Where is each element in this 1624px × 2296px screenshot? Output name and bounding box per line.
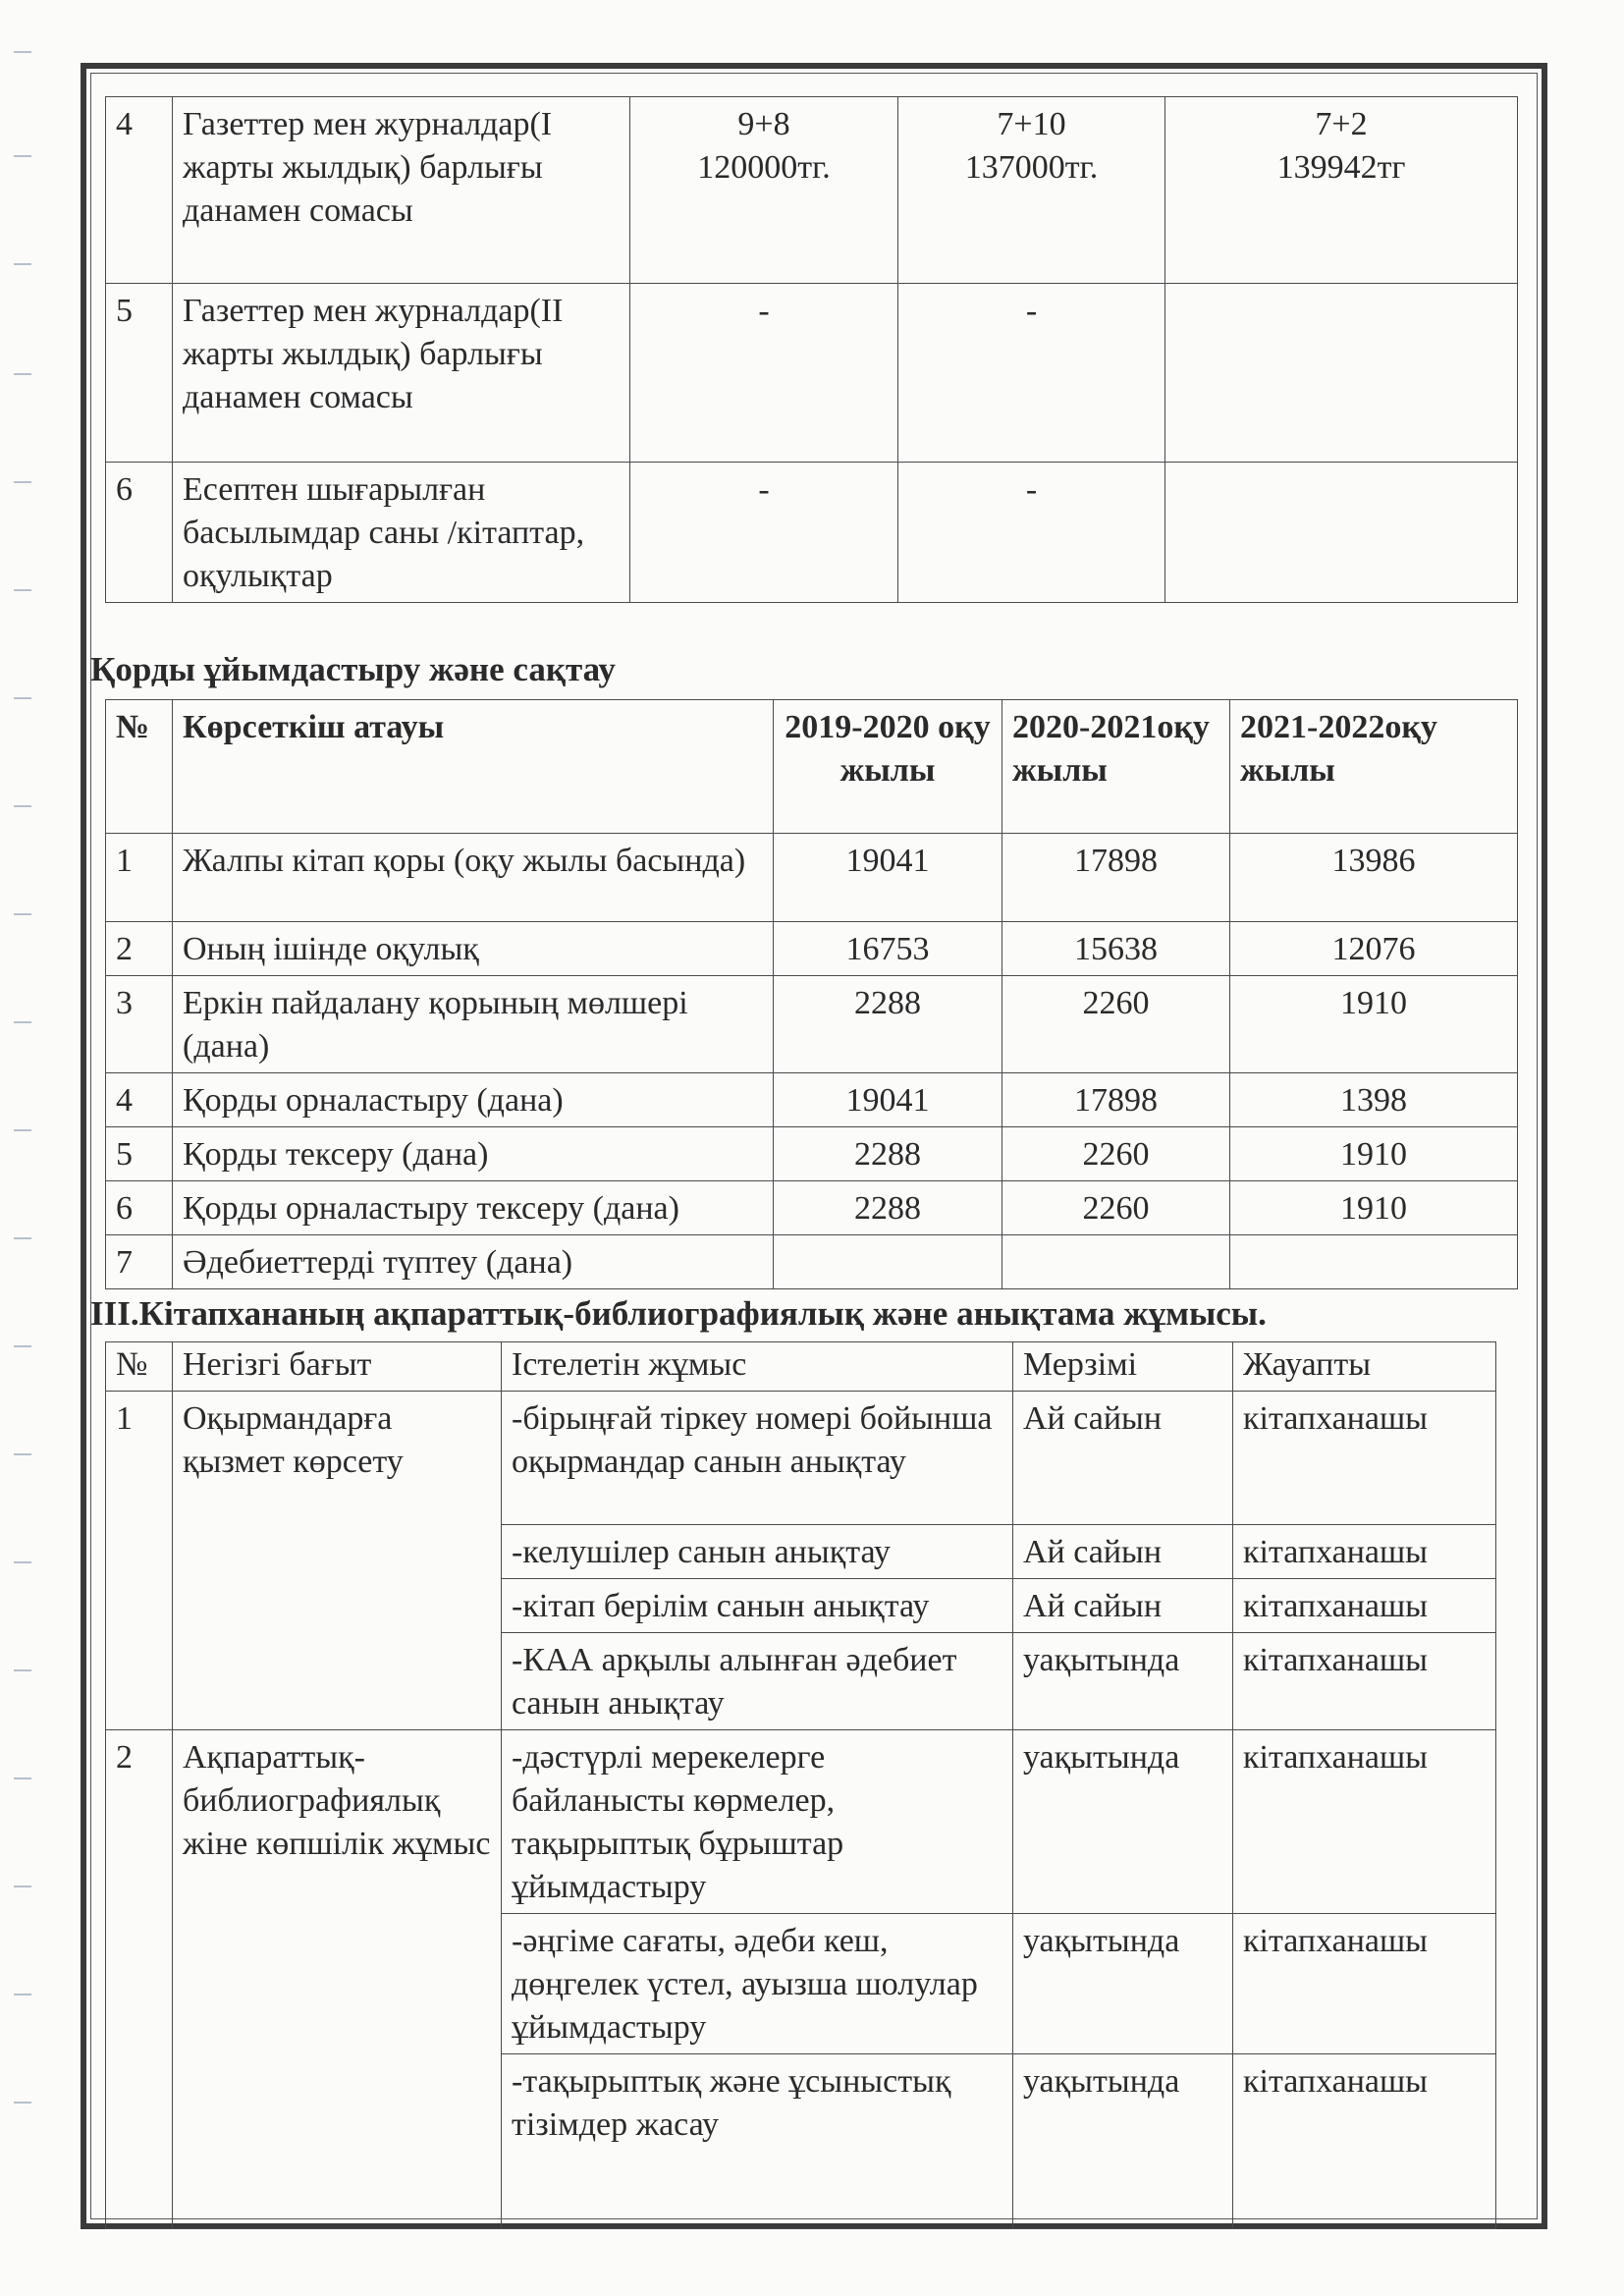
value-2021-2022: 1910 bbox=[1230, 976, 1518, 1073]
work-item: -келушілер санын анықтау bbox=[502, 1525, 1013, 1579]
responsible-value: кітапханашы bbox=[1233, 1579, 1496, 1633]
value-2021-2022 bbox=[1165, 284, 1518, 463]
work-item: -тақырыптық және ұсыныстық тізімдер жасау bbox=[502, 2054, 1013, 2229]
section-heading-bibliography: ІІІ.Кітапхананың ақпараттық-библиографиялық және анықтама жұмысы. bbox=[90, 1294, 1267, 1333]
row-number: 1 bbox=[106, 834, 173, 922]
row-number: 7 bbox=[106, 1235, 173, 1289]
periodicals-table bbox=[105, 96, 1518, 603]
value-2021-2022: 7+2 139942тг bbox=[1165, 97, 1518, 284]
col-header-2021-2022: 2021-2022оқу жылы bbox=[1230, 700, 1518, 834]
table-row bbox=[106, 922, 1518, 976]
indicator-name: Әдебиеттерді түптеу (дана) bbox=[173, 1235, 774, 1289]
value-2021-2022: 1910 bbox=[1230, 1127, 1518, 1181]
table-header-row bbox=[106, 700, 1518, 834]
row-number: 4 bbox=[106, 1073, 173, 1127]
value-2020-2021: 2260 bbox=[1002, 1181, 1230, 1235]
indicator-name: Газеттер мен журналдар(І жарты жылдық) барлығы данамен сомасы bbox=[173, 97, 630, 284]
value-2019-2020: - bbox=[630, 463, 898, 603]
work-item: -бірыңғай тіркеу номері бойынша оқырмандар санын анықтау bbox=[502, 1392, 1013, 1525]
value-2020-2021: 15638 bbox=[1002, 922, 1230, 976]
indicator-name: Жалпы кітап қоры (оқу жылы басында) bbox=[173, 834, 774, 922]
table-row bbox=[106, 1181, 1518, 1235]
value-2021-2022: 1398 bbox=[1230, 1073, 1518, 1127]
table-row bbox=[106, 1235, 1518, 1289]
table-row bbox=[106, 1073, 1518, 1127]
fund-table bbox=[105, 699, 1518, 1289]
value-2019-2020: 16753 bbox=[774, 922, 1002, 976]
table-row bbox=[106, 834, 1518, 922]
indicator-name: Еркін пайдалану қорының мөлшері (дана) bbox=[173, 976, 774, 1073]
indicator-name: Қорды тексеру (дана) bbox=[173, 1127, 774, 1181]
term-value: уақытында bbox=[1013, 1914, 1233, 2054]
indicator-name: Есептен шығарылған басылымдар саны /кітаптар, оқулықтар bbox=[173, 463, 630, 603]
table-row bbox=[106, 1730, 1496, 1914]
col-header-work: Істелетін жұмыс bbox=[502, 1342, 1013, 1392]
indicator-name: Қорды орналастыру тексеру (дана) bbox=[173, 1181, 774, 1235]
col-header-term: Мерзімі bbox=[1013, 1342, 1233, 1392]
value-2021-2022: 13986 bbox=[1230, 834, 1518, 922]
table-row bbox=[106, 284, 1518, 463]
row-number: 4 bbox=[106, 97, 173, 284]
work-item: -КАА арқылы алынған әдебиет санын анықтау bbox=[502, 1633, 1013, 1730]
value-2020-2021: 17898 bbox=[1002, 1073, 1230, 1127]
col-header-number: № bbox=[106, 700, 173, 834]
direction-name: Оқырмандарға қызмет көрсету bbox=[173, 1392, 502, 1730]
term-value: уақытында bbox=[1013, 2054, 1233, 2229]
col-header-indicator: Көрсеткіш атауы bbox=[173, 700, 774, 834]
value-2020-2021 bbox=[1002, 1235, 1230, 1289]
value-2020-2021: - bbox=[898, 284, 1165, 463]
value-2020-2021: 17898 bbox=[1002, 834, 1230, 922]
col-header-responsible: Жауапты bbox=[1233, 1342, 1496, 1392]
value-2019-2020: 2288 bbox=[774, 1181, 1002, 1235]
col-header-direction: Негізгі бағыт bbox=[173, 1342, 502, 1392]
row-number: 1 bbox=[106, 1392, 173, 1730]
row-number: 3 bbox=[106, 976, 173, 1073]
table-header-row bbox=[106, 1342, 1496, 1392]
term-value: уақытында bbox=[1013, 1730, 1233, 1914]
row-number: 5 bbox=[106, 284, 173, 463]
term-value: Ай сайын bbox=[1013, 1525, 1233, 1579]
responsible-value: кітапханашы bbox=[1233, 1633, 1496, 1730]
term-value: Ай сайын bbox=[1013, 1579, 1233, 1633]
table-row bbox=[106, 1392, 1496, 1525]
responsible-value: кітапханашы bbox=[1233, 1914, 1496, 2054]
value-2020-2021: 7+10 137000тг. bbox=[898, 97, 1165, 284]
row-number: 2 bbox=[106, 1730, 173, 2229]
col-header-2019-2020: 2019-2020 оқу жылы bbox=[774, 700, 1002, 834]
term-value: Ай сайын bbox=[1013, 1392, 1233, 1525]
indicator-name: Оның ішінде оқулық bbox=[173, 922, 774, 976]
section-heading-fund: Қорды ұйымдастыру және сақтау bbox=[90, 650, 616, 688]
direction-name: Ақпараттық-библиографиялық жіне көпшілік жұмыс bbox=[173, 1730, 502, 2229]
value-2019-2020: 19041 bbox=[774, 1073, 1002, 1127]
value-2019-2020: 19041 bbox=[774, 834, 1002, 922]
value-2020-2021: 2260 bbox=[1002, 976, 1230, 1073]
value-2019-2020: - bbox=[630, 284, 898, 463]
value-2020-2021: - bbox=[898, 463, 1165, 603]
binding-margin-marks bbox=[14, 39, 33, 2200]
responsible-value: кітапханашы bbox=[1233, 1525, 1496, 1579]
work-item: -әңгіме сағаты, әдеби кеш, дөңгелек үстел, ауызша шолулар ұйымдастыру bbox=[502, 1914, 1013, 2054]
table-row bbox=[106, 976, 1518, 1073]
responsible-value: кітапханашы bbox=[1233, 2054, 1496, 2229]
indicator-name: Қорды орналастыру (дана) bbox=[173, 1073, 774, 1127]
col-header-number: № bbox=[106, 1342, 173, 1392]
value-2019-2020: 2288 bbox=[774, 976, 1002, 1073]
col-header-2020-2021: 2020-2021оқу жылы bbox=[1002, 700, 1230, 834]
responsible-value: кітапханашы bbox=[1233, 1730, 1496, 1914]
value-2019-2020 bbox=[774, 1235, 1002, 1289]
value-2019-2020: 2288 bbox=[774, 1127, 1002, 1181]
row-number: 2 bbox=[106, 922, 173, 976]
work-item: -дәстүрлі мерекелерге байланысты көрмелер, тақырыптық бұрыштар ұйымдастыру bbox=[502, 1730, 1013, 1914]
responsible-value: кітапханашы bbox=[1233, 1392, 1496, 1525]
row-number: 6 bbox=[106, 1181, 173, 1235]
table-row bbox=[106, 463, 1518, 603]
term-value: уақытында bbox=[1013, 1633, 1233, 1730]
row-number: 6 bbox=[106, 463, 173, 603]
value-2021-2022 bbox=[1230, 1235, 1518, 1289]
work-item: -кітап берілім санын анықтау bbox=[502, 1579, 1013, 1633]
value-2020-2021: 2260 bbox=[1002, 1127, 1230, 1181]
value-2021-2022: 12076 bbox=[1230, 922, 1518, 976]
table-row bbox=[106, 97, 1518, 284]
work-plan-table bbox=[105, 1341, 1496, 2229]
row-number: 5 bbox=[106, 1127, 173, 1181]
indicator-name: Газеттер мен журналдар(ІІ жарты жылдық) барлығы данамен сомасы bbox=[173, 284, 630, 463]
table-row bbox=[106, 1127, 1518, 1181]
value-2019-2020: 9+8 120000тг. bbox=[630, 97, 898, 284]
value-2021-2022 bbox=[1165, 463, 1518, 603]
value-2021-2022: 1910 bbox=[1230, 1181, 1518, 1235]
